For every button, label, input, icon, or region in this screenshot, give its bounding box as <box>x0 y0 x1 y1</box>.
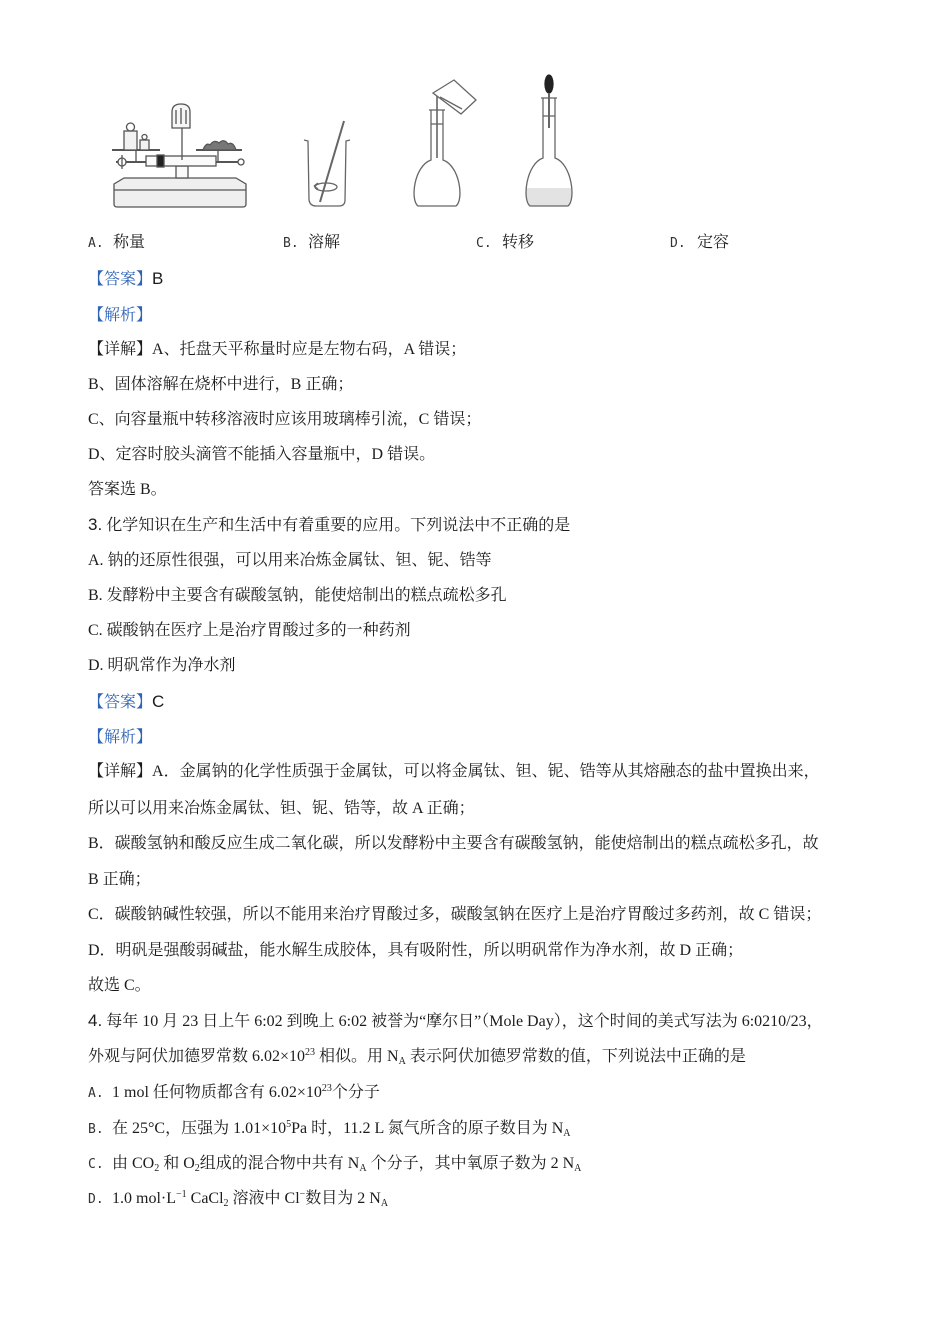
q3-conclusion: 故选 C。 <box>88 977 151 994</box>
q3-detail-line: D．明矾是强酸弱碱盐，能水解生成胶体，具有吸附性，所以明矾常作为净水剂，故 D 正确； <box>88 942 744 959</box>
q4-stem-line <box>88 1011 823 1032</box>
dropper-bulb <box>545 75 553 93</box>
superscript: −1 <box>176 1189 187 1200</box>
figure-option-letter: B. <box>283 236 299 251</box>
weight-large-knob <box>127 123 135 131</box>
balance-right-screw <box>238 159 244 165</box>
text-segment: 相似。用 N <box>315 1048 399 1065</box>
beaker <box>304 140 350 206</box>
q3-detail-line: 所以可以用来冶炼金属钛、钽、铌、锆等，故 A 正确； <box>88 800 475 817</box>
q3-analysis-tag: 【解析】 <box>88 729 153 746</box>
figure-option-label: 定容 <box>697 234 730 251</box>
figure-option-label: 溶解 <box>308 234 341 251</box>
q4-option-letter: A. <box>88 1086 104 1101</box>
transfer-illustration <box>414 80 476 206</box>
volume-fixing-illustration <box>526 75 572 206</box>
question-number: 3. <box>88 515 103 534</box>
lab-procedure-figure <box>0 0 950 220</box>
question-text: 化学知识在生产和生活中有着重要的应用。下列说法中不正确的是 <box>102 517 571 534</box>
q2-detail-line: D、定容时胶头滴管不能插入容量瓶中，D 错误。 <box>88 446 436 463</box>
weight-small-knob <box>142 135 147 140</box>
text-segment: Pa 时，11.2 L 氮气所含的原子数目为 N <box>291 1120 564 1137</box>
answer-value: B <box>152 269 164 288</box>
q3-detail-line: C．碳酸钠碱性较强，所以不能用来治疗胃酸过多，碳酸氢钠在医疗上是治疗胃酸过多药剂，故 C 错误； <box>88 906 822 923</box>
q2-detail-line <box>88 340 466 360</box>
q2-analysis-tag: 【解析】 <box>88 307 153 324</box>
pouring-beaker <box>433 80 476 114</box>
detail-tag: 【详解】 <box>88 763 153 780</box>
text-segment: 个分子，其中氧原子数为 2 N <box>366 1155 575 1172</box>
text-segment: 1 mol 任何物质都含有 6.02×10 <box>112 1084 322 1101</box>
detail-text: A、托盘天平称量时应是左物右码，A 错误； <box>152 341 467 358</box>
q4-option-letter: C. <box>88 1157 104 1172</box>
q4-option <box>112 1119 571 1139</box>
text-segment: 1.0 mol·L <box>112 1190 176 1207</box>
figure-option-letter: A. <box>88 236 104 251</box>
answer-tag: 【答案】 <box>88 694 153 711</box>
detail-text: A．金属钠的化学性质强于金属钛，可以将金属钛、钽、铌、锆等从其熔融态的盐中置换出来， <box>152 763 820 780</box>
q4-option <box>112 1083 380 1103</box>
figure-option-letter: D. <box>670 236 686 251</box>
q3-detail-line: B 正确； <box>88 871 151 888</box>
subscript: A <box>574 1163 582 1174</box>
detail-tag: 【详解】 <box>88 341 153 358</box>
q4-option-letter: B. <box>88 1122 104 1137</box>
q4-option <box>112 1189 388 1209</box>
subscript: 2 <box>223 1198 229 1209</box>
text-segment: 在 25°C，压强为 1.01×10 <box>112 1120 287 1137</box>
subscript: 2 <box>194 1163 200 1174</box>
balance-illustration <box>112 104 246 207</box>
subscript: A <box>380 1198 389 1209</box>
text-segment: 外观与阿伏加德罗常数 6.02×10 <box>88 1048 306 1065</box>
q2-detail-line: B、固体溶解在烧杯中进行，B 正确； <box>88 376 354 393</box>
powder-sample <box>203 141 236 150</box>
q4-stem-line <box>88 1047 746 1067</box>
q3-detail-line <box>88 762 820 782</box>
q4-option <box>112 1154 581 1174</box>
q3-option: C. 碳酸钠在医疗上是治疗胃酸过多的一种药剂 <box>88 622 411 639</box>
figure-option-label: 转移 <box>502 234 535 251</box>
subscript: 2 <box>154 1163 160 1174</box>
q2-answer <box>88 269 163 290</box>
question-number: 4. <box>88 1011 103 1030</box>
q3-answer <box>88 692 164 713</box>
q2-detail-line: C、向容量瓶中转移溶液时应该用玻璃棒引流，C 错误； <box>88 411 482 428</box>
flask-liquid <box>527 188 572 206</box>
dissolving-illustration <box>304 121 350 206</box>
text-segment: 和 O <box>159 1155 195 1172</box>
figure-option-label: 称量 <box>113 234 146 251</box>
q3-option: A. 钠的还原性很强，可以用来冶炼金属钛、钽、铌、锆等 <box>88 552 492 569</box>
answer-tag: 【答案】 <box>88 271 153 288</box>
figure-option-letter: C. <box>476 236 492 251</box>
q2-conclusion: 答案选 B。 <box>88 481 167 498</box>
superscript: − <box>299 1189 306 1200</box>
text-segment: 数目为 2 N <box>305 1190 381 1207</box>
subscript: A <box>398 1056 406 1067</box>
subscript: A <box>563 1128 571 1139</box>
weight-large <box>124 131 137 150</box>
text-segment: 表示阿伏加德罗常数的值，下列说法中正确的是 <box>405 1048 746 1065</box>
subscript: A <box>359 1163 367 1174</box>
q3-option: B. 发酵粉中主要含有碳酸氢钠，能使焙制出的糕点疏松多孔 <box>88 587 507 604</box>
text-segment: 个分子 <box>331 1084 380 1101</box>
text-segment: CaCl <box>186 1190 224 1207</box>
question-text: 每年 10 月 23 日上午 6:02 到晚上 6:02 被誉为“摩尔日”（Mole Day），这个时间的美式写法为 6:0210/23， <box>102 1013 823 1030</box>
q4-option-letter: D. <box>88 1192 104 1207</box>
q3-option: D. 明矾常作为净水剂 <box>88 657 236 674</box>
balance-pillar <box>176 166 188 178</box>
balance-rider <box>157 155 164 167</box>
weight-small <box>140 140 149 150</box>
q3-stem <box>88 515 570 536</box>
superscript: 23 <box>321 1083 332 1094</box>
superscript: 5 <box>286 1119 292 1130</box>
balance-base <box>114 178 246 207</box>
text-segment: 溶液中 Cl <box>228 1190 300 1207</box>
q3-detail-line: B．碳酸氢钠和酸反应生成二氧化碳，所以发酵粉中主要含有碳酸氢钠，能使焙制出的糕点疏松多孔，故 <box>88 835 819 852</box>
superscript: 23 <box>305 1047 316 1058</box>
text-segment: 由 CO <box>112 1155 155 1172</box>
text-segment: 组成的混合物中共有 N <box>199 1155 360 1172</box>
answer-value: C <box>152 692 165 711</box>
